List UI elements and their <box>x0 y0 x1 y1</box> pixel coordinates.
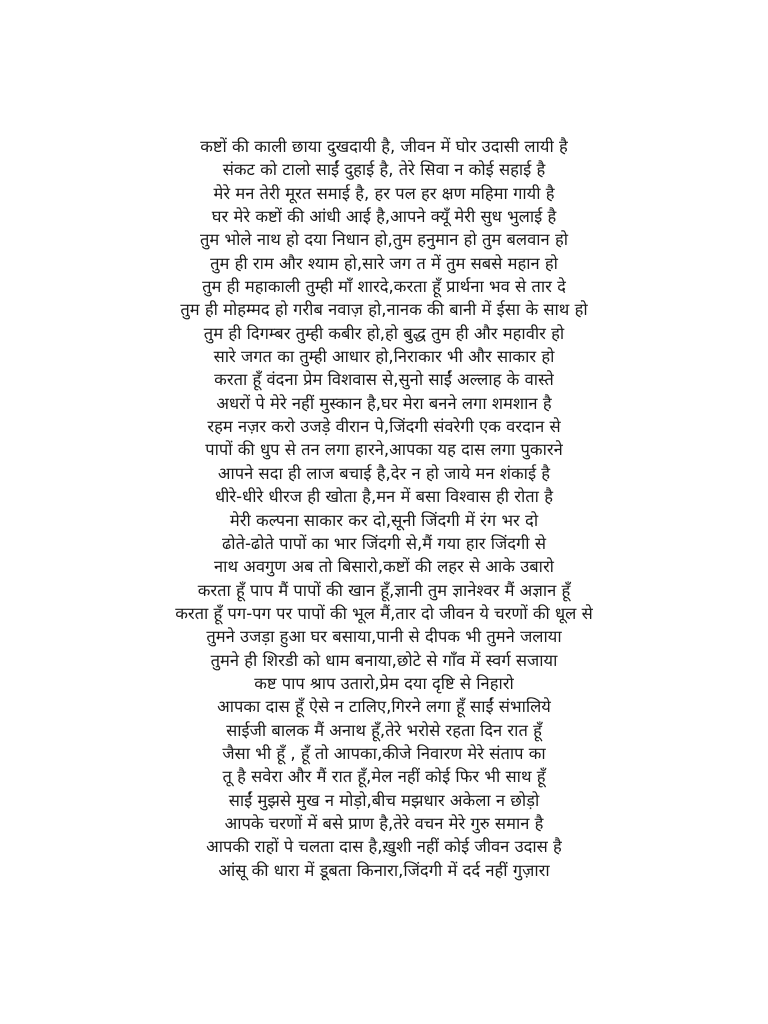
poem-line: कष्टों की काली छाया दुखदायी है, जीवन में घोर उदासी लायी है <box>200 137 568 156</box>
poem-line: तू है सवेरा और मैं रात हूँ,मेल नहीं कोई फिर भी साथ हूँ <box>222 767 546 787</box>
poem-line: जैसा भी हूँ , हूँ तो आपका,कीजे निवारण मेरे संताप का <box>222 743 546 763</box>
poem-line: ढोते-ढोते पापों का भार जिंदगी से,मैं गया हार जिंदगी से <box>222 533 546 553</box>
poem-line: संकट को टालो साईं दुहाई है, तेरे सिवा न कोई सहाई है <box>222 160 546 180</box>
poem-line: मेरे मन तेरी मूरत समाई है, हर पल हर क्षण महिमा गायी है <box>213 183 555 203</box>
poem-line: कष्ट पाप श्राप उतारो,प्रेम दया दृष्टि से निहारो <box>254 673 514 693</box>
poem-line: करता हूँ पाप मैं पापों की खान हूँ,ज्ञानी तुम ज्ञानेश्वर मैं अज्ञान हूँ <box>197 580 571 600</box>
poem-line: तुम ही राम और श्याम हो,सारे जग त में तुम सबसे महान हो <box>210 253 558 273</box>
poem-line: तुम भोले नाथ हो दया निधान हो,तुम हनुमान हो तुम बलवान हो <box>200 230 568 250</box>
poem-line: करता हूँ वंदना प्रेम विशवास से,सुनो साईं अल्लाह के वास्ते <box>214 370 554 390</box>
poem-line: अधरों पे मेरे नहीं मुस्कान है,घर मेरा बनने लगा शमशान है <box>216 393 552 413</box>
poem-line: आपके चरणों में बसे प्राण है,तेरे वचन मेरे गुरु समान है <box>224 813 544 833</box>
poem-line: तुम ही मोहम्मद हो गरीब नवाज़ हो,नानक की बानी में ईसा के साथ हो <box>180 300 588 320</box>
poem-line: तुमने उजड़ा हुआ घर बसाया,पानी से दीपक भी तुमने जलाया <box>206 627 562 647</box>
poem-line: तुम ही महाकाली तुम्ही माँ शारदे,करता हूँ प्रार्थना भव से तार दे <box>202 277 566 297</box>
poem-line: नाथ अवगुण अब तो बिसारो,कष्टों की लहर से आके उबारो <box>214 557 554 577</box>
poem-line: आपकी राहों पे चलता दास है,ख़ुशी नहीं कोई जीवन उदास है <box>206 837 562 857</box>
poem-line: घर मेरे कष्टों की आंधी आई है,आपने क्यूँ मेरी सुध भुलाई है <box>211 207 557 227</box>
poem-line: मेरी कल्पना साकार कर दो,सूनी जिंदगी में रंग भर दो <box>229 510 539 530</box>
poem-text <box>0 135 768 882</box>
poem-line: साईं मुझसे मुख न मोड़ो,बीच मझधार अकेला न छोड़ो <box>228 790 540 810</box>
poem-line: पापों की धुप से तन लगा हारने,आपका यह दास लगा पुकारने <box>205 440 563 460</box>
poem-line: साईजी बालक मैं अनाथ हूँ,तेरे भरोसे रहता दिन रात हूँ <box>226 720 542 740</box>
poem-line: सारे जगत का तुम्ही आधार हो,निराकार भी और साकार हो <box>213 347 555 367</box>
poem-line: धीरे-धीरे धीरज ही खोता है,मन में बसा विश्वास ही रोता है <box>215 487 553 507</box>
poem-line: आंसू की धारा में डूबता किनारा,जिंदगी में दर्द नहीं गुज़ारा <box>218 860 550 880</box>
poem-line: तुम ही दिगम्बर तुम्ही कबीर हो,हो बुद्ध तुम ही और महावीर हो <box>203 323 565 343</box>
poem-line: आपका दास हूँ ऐसे न टालिए,गिरने लगा हूँ साईं संभालिये <box>217 697 551 717</box>
poem-line: तुमने ही शिरडी को धाम बनाया,छोटे से गाँव में स्वर्ग सजाया <box>210 650 558 670</box>
poem-line: करता हूँ पग-पग पर पापों की भूल मैं,तार दो जीवन ये चरणों की धूल से <box>175 603 593 623</box>
poem-line: आपने सदा ही लाज बचाई है,देर न हो जाये मन शंकाई है <box>217 463 551 483</box>
poem-line: रहम नज़र करो उजड़े वीरान पे,जिंदगी संवरेगी एक वरदान से <box>207 417 561 437</box>
